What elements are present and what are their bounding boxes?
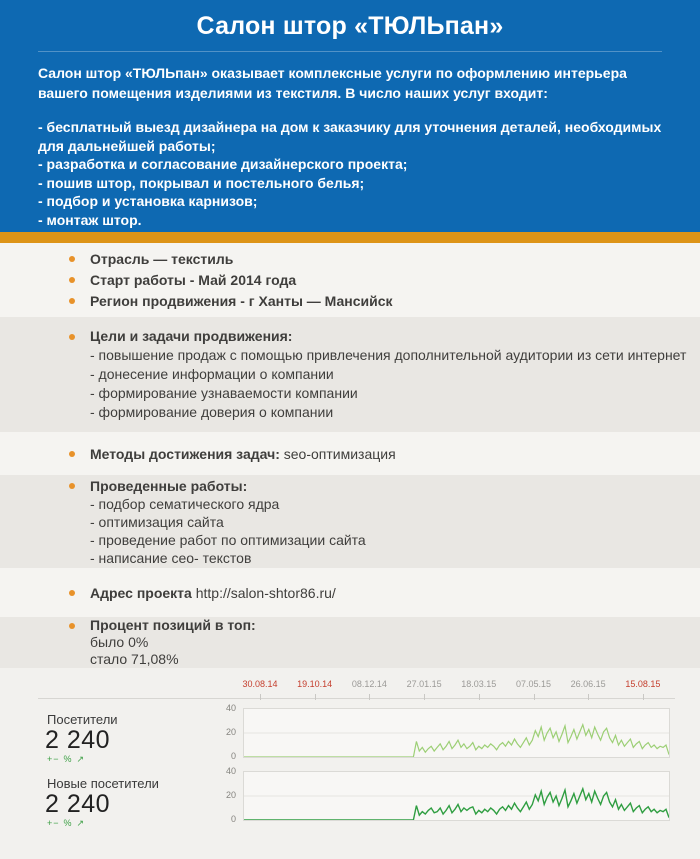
visitors-chart [243, 708, 670, 758]
widget-trend-icon[interactable]: ↗ [76, 754, 86, 764]
bullet-dot [69, 483, 75, 489]
methods-row: Методы достижения задач: seo-оптимизация [90, 445, 700, 463]
services-list [38, 118, 666, 229]
timeline-tick [424, 694, 425, 700]
project-url: http://salon-shtor86.ru/ [195, 584, 336, 601]
timeline-date: 07.05.15 [515, 679, 552, 689]
section-positions [0, 617, 700, 668]
metrics-widget [0, 668, 700, 859]
address-row: Адрес проекта http://salon-shtor86.ru/ [90, 584, 700, 602]
section-goals [0, 317, 700, 432]
accent-divider-bar [0, 232, 700, 243]
widget-plusminus-icon[interactable]: +− [47, 818, 60, 828]
metric-name-visitors: Посетители [47, 712, 118, 727]
timeline-tick [588, 694, 589, 700]
widget-percent-icon[interactable]: % [63, 818, 73, 828]
new-visitors-chart [243, 771, 670, 821]
goal-item: - донесение информации о компании [90, 366, 334, 382]
timeline-tick [369, 694, 370, 700]
y-axis-label: 40 [225, 703, 236, 713]
timeline-date: 08.12.14 [351, 679, 387, 689]
title-divider [38, 51, 662, 52]
bullet-dot [69, 256, 75, 262]
profile-start: Старт работы - Май 2014 года [90, 270, 700, 291]
widget-controls [47, 818, 89, 829]
timeline-date: 15.08.15 [625, 679, 661, 689]
section-address [0, 568, 700, 617]
work-item: - оптимизация сайта [90, 513, 224, 530]
section-methods [0, 432, 700, 475]
metric-value-visitors: 2 240 [45, 726, 111, 754]
timeline-date: 30.08.14 [242, 679, 278, 689]
bullet-dot [69, 451, 75, 457]
service-item: - подбор и установка карнизов; [38, 193, 258, 209]
positions-title: Процент позиций в топ: [90, 617, 700, 634]
intro-paragraph: Салон штор «ТЮЛЬпан» оказывает комплексные услуги по оформлению интерьера вашего помещения изделиями из текстиля. В число наших услуг входит: [38, 65, 627, 101]
profile-industry: Отрасль — текстиль [90, 249, 700, 270]
work-item: - подбор сематического ядра [90, 495, 280, 512]
timeline-tick [315, 694, 316, 700]
work-item: - написание сео- текстов [90, 549, 252, 566]
y-axis-label: 40 [225, 766, 236, 776]
metric-name-new-visitors: Новые посетители [47, 776, 159, 791]
widget-plusminus-icon[interactable]: +− [47, 754, 60, 764]
bullet-dot [69, 277, 75, 283]
y-axis-label: 20 [225, 727, 236, 737]
page-title: Салон штор «ТЮЛЬпан» [196, 12, 504, 40]
widget-controls [47, 754, 89, 765]
positions-became: стало 71,08% [90, 651, 179, 667]
timeline-date: 18.03.15 [461, 679, 497, 689]
methods-value: seo-оптимизация [283, 445, 396, 462]
service-item: - бесплатный выезд дизайнера на дом к заказчику для уточнения деталей, необходимых для дальнейшей работы; [38, 119, 662, 154]
metric-value-new-visitors: 2 240 [45, 790, 111, 818]
works-title: Проведенные работы: [90, 477, 700, 495]
bullet-dot [69, 334, 75, 340]
goals-title: Цели и задачи продвижения: [90, 327, 700, 346]
profile-region: Регион продвижения - г Ханты — Мансийск [90, 291, 700, 312]
y-axis-label: 20 [225, 790, 236, 800]
service-item: - монтаж штор. [38, 211, 142, 228]
bullet-dot [69, 623, 75, 629]
section-works [0, 475, 700, 568]
positions-was: было 0% [90, 634, 149, 650]
service-item: - разработка и согласование дизайнерского проекта; [38, 156, 408, 172]
timeline-date: 19.10.14 [297, 679, 333, 689]
widget-trend-icon[interactable]: ↗ [76, 818, 86, 828]
timeline-tick [260, 694, 261, 700]
bullet-dot [69, 298, 75, 304]
goal-item: - повышение продаж с помощью привлечения дополнительной аудитории из сети интернет [90, 347, 687, 363]
y-axis-label: 0 [230, 814, 236, 824]
y-axis-label: 0 [230, 751, 236, 761]
section-profile [0, 243, 700, 317]
work-item: - проведение работ по оптимизации сайта [90, 531, 366, 548]
widget-percent-icon[interactable]: % [63, 754, 73, 764]
timeline-date: 26.06.15 [570, 679, 606, 689]
header [0, 0, 700, 232]
timeline-tick [643, 694, 644, 700]
timeline-tick [534, 694, 535, 700]
goal-item: - формирование доверия о компании [90, 404, 334, 420]
service-item: - пошив штор, покрывал и постельного белья; [38, 174, 365, 191]
timeline-date: 27.01.15 [406, 679, 442, 689]
timeline-axis-line [38, 698, 675, 699]
bullet-dot [69, 590, 75, 596]
timeline-tick [479, 694, 480, 700]
goal-item: - формирование узнаваемости компании [90, 385, 358, 401]
